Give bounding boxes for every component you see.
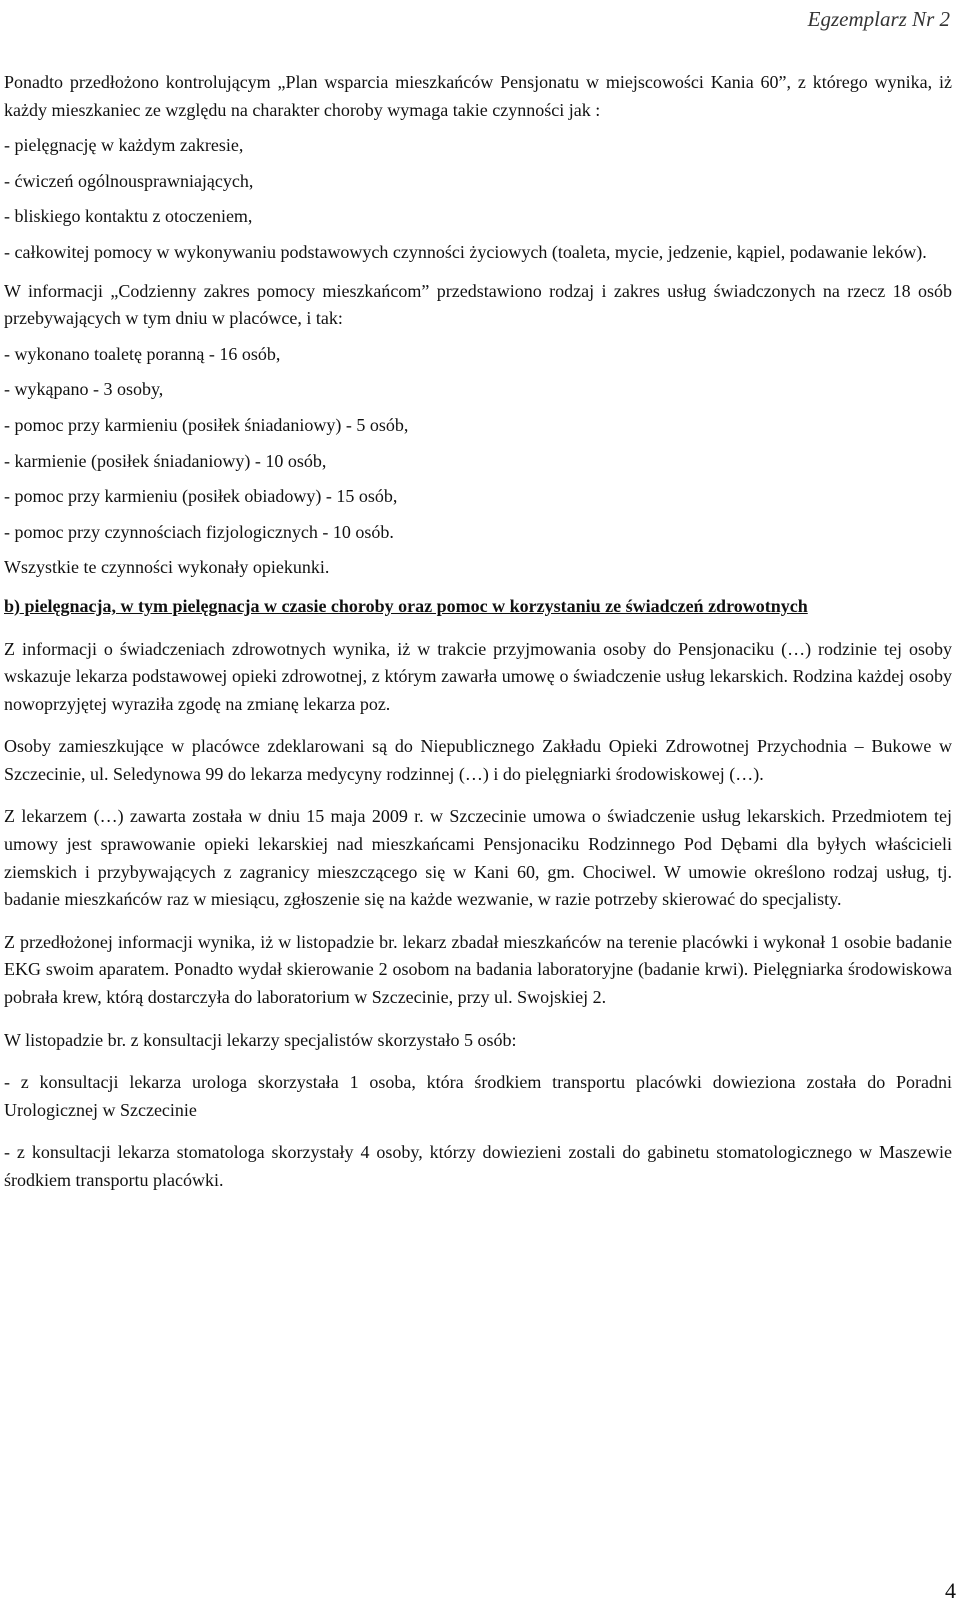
list-item: - całkowitej pomocy w wykonywaniu podstawowych czynności życiowych (toaleta, mycie, jedzenie, kąpiel, podawanie leków). (4, 241, 927, 262)
page-number: 4 (945, 1578, 956, 1603)
copy-number-label: Egzemplarz Nr 2 (807, 7, 950, 31)
list-item: - pomoc przy czynnościach fizjologicznych - 10 osób. (4, 521, 394, 542)
list-item: - wykonano toaletę poranną - 16 osób, (4, 343, 281, 364)
document-body (4, 69, 952, 1195)
paragraph-stomatolog: - z konsultacji lekarza stomatologa skorzystały 4 osoby, którzy dowiezieni zostali do gabinetu stomatologicznego w Maszewie środkiem transportu placówki. (4, 1142, 952, 1190)
paragraph-plan-wsparcia: Ponadto przedłożono kontrolującym „Plan wsparcia mieszkańców Pensjonatu w miejscowości Kania 60”, z którego wynika, iż każdy mieszkaniec ze względu na charakter choroby wymaga takie czynności jak : (4, 72, 952, 120)
list-item: - ćwiczeń ogólnousprawniających, (4, 170, 254, 191)
list-item: - wykąpano - 3 osoby, (4, 379, 164, 400)
paragraph-konsultacje: W listopadzie br. z konsultacji lekarzy specjalistów skorzystało 5 osób: (4, 1029, 517, 1050)
paragraph-swiadczenia: Z informacji o świadczeniach zdrowotnych wynika, iż w trakcie przyjmowania osoby do Pensjonaciku (…) rodzinie tej osoby wskazuje lekarza podstawowej opieki zdrowotnej, z którym zawarła umowę o świadczenie usług lekarskich. Rodzina każdej osoby nowoprzyjętej wyraziła zgodę na zmianę lekarza poz. (4, 638, 952, 714)
section-heading-b: b) pielęgnacja, w tym pielęgnacja w czasie choroby oraz pomoc w korzystaniu ze świadczeń zdrowotnych (4, 595, 808, 616)
paragraph-urolog: - z konsultacji lekarza urologa skorzystała 1 osoba, która środkiem transportu placówki dowieziona została do Poradni Urologicznej w Szczecinie (4, 1072, 952, 1120)
list-item: - pomoc przy karmieniu (posiłek śniadaniowy) - 5 osób, (4, 414, 409, 435)
list-item: - bliskiego kontaktu z otoczeniem, (4, 206, 253, 227)
paragraph-przychodnia: Osoby zamieszkujące w placówce zdeklarowani są do Niepublicznego Zakładu Opieki Zdrowotnej Przychodnia – Bukowe w Szczecinie, ul. Seledynowa 99 do lekarza medycyny rodzinnej (…) i do pielęgniarki środowiskowej (…). (4, 736, 952, 784)
paragraph-codzienny-zakres: W informacji „Codzienny zakres pomocy mieszkańcom” przedstawiono rodzaj i zakres usług świadczonych na rzecz 18 osób przebywających w tym dniu w placówce, i tak: (4, 280, 952, 329)
paragraph-badania: Z przedłożonej informacji wynika, iż w listopadzie br. lekarz zbadał mieszkańców na terenie placówki i wykonał 1 osobie badanie EKG swoim aparatem. Ponadto wydał skierowanie 2 osobom na badania laboratoryjne (badanie krwi). Pielęgniarka środowiskowa pobrała krew, którą dostarczyła do laboratorium w Szczecinie, przy ul. Swojskiej 2. (4, 931, 952, 1008)
list-item: - pomoc przy karmieniu (posiłek obiadowy) - 15 osób, (4, 486, 398, 507)
paragraph-summary: Wszystkie te czynności wykonały opiekunki. (4, 557, 330, 578)
paragraph-umowa: Z lekarzem (…) zawarta została w dniu 15 maja 2009 r. w Szczecinie umowa o świadczenie usług lekarskich. Przedmiotem tej umowy jest sprawowanie opieki lekarskiej nad mieszkańcami Pensjonaciku Rodzinnego Pod Dębami dla byłych właścicieli ziemskich i przybywających z zagranicy mieszczącego się w Kani 60, gm. Chociwel. W umowie określono rodzaj usług, tj. badanie mieszkańców raz w miesiącu, zgłoszenie się na każde wezwanie, w razie potrzeby skierować do specjalisty. (4, 806, 952, 910)
list-item: - pielęgnację w każdym zakresie, (4, 135, 244, 156)
list-item: - karmienie (posiłek śniadaniowy) - 10 osób, (4, 450, 327, 471)
